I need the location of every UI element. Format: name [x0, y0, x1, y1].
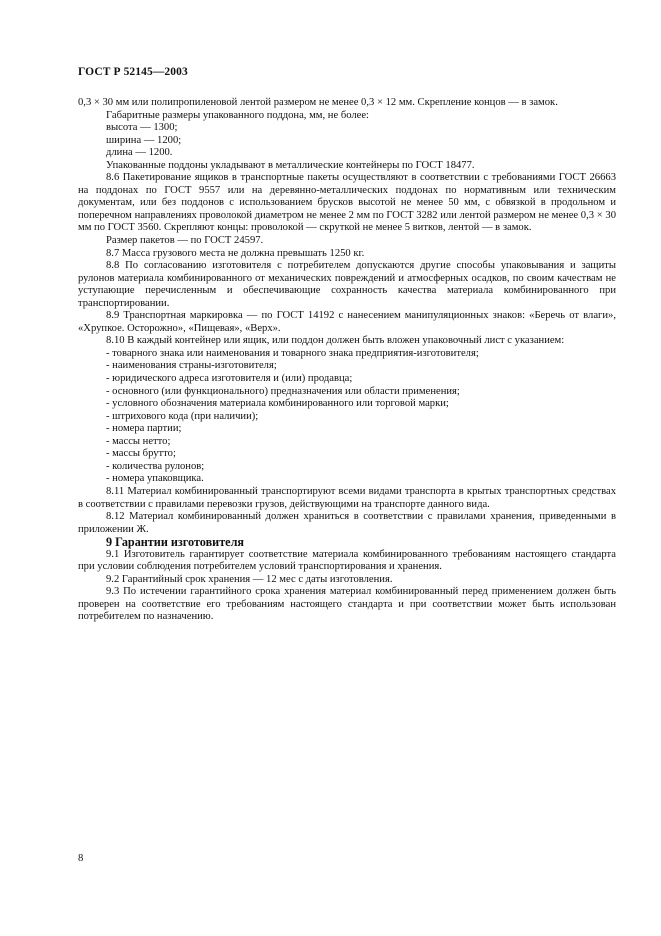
paragraph-8-12: 8.12 Материал комбинированный должен храниться в соответствии с правилами хранения, приведенными в приложении Ж.: [78, 511, 616, 535]
list-item: - штрихового кода (при наличии);: [106, 410, 259, 422]
list-item: - массы брутто;: [106, 448, 176, 460]
paragraph-8-10: 8.10 В каждый контейнер или ящик, или поддон должен быть вложен упаковочный лист с указанием:: [106, 335, 565, 347]
paragraph-8-11: 8.11 Материал комбинированный транспортируют всеми видами транспорта в крытых транспортных средствах в соответствии с правилами перевозки грузов, действующими на транспорте данного вида.: [78, 485, 616, 510]
list-item: - юридического адреса изготовителя и (или) продавца;: [106, 373, 353, 385]
gabarit-height: высота — 1300;: [106, 122, 178, 134]
gabarit-width: ширина — 1200;: [106, 134, 182, 146]
list-item: - наименования страны-изготовителя;: [106, 360, 277, 372]
list-item: - количества рулонов;: [106, 460, 205, 472]
list-item: - основного (или функционального) предназначения или области применения;: [106, 385, 460, 397]
paragraph-9-1: 9.1 Изготовитель гарантирует соответствие материала комбинированного требованиям настоящего стандарта при условии соблюдения потребителем условий транспортирования и хранения.: [78, 548, 616, 573]
gabarit-title: Габаритные размеры упакованного поддона, мм, не более:: [106, 109, 370, 121]
document-body: [78, 97, 616, 624]
paragraph-9-3: 9.3 По истечении гарантийного срока хранения материал комбинированный перед применением должен быть проверен на соответствие его требованиям настоящего стандарта и при соответствии может быть использован потребителем по назначению.: [78, 586, 616, 623]
list-item: - номера упаковщика.: [106, 473, 204, 485]
list-item: - массы нетто;: [106, 435, 171, 447]
gabarit-length: длина — 1200.: [106, 147, 173, 159]
paragraph: 0,3 × 30 мм или полипропиленовой лентой размером не менее 0,3 × 12 мм. Скрепление концов — в замок.: [78, 97, 558, 108]
list-item: - условного обозначения материала комбинированного или торговой марки;: [106, 398, 449, 410]
page-number: 8: [78, 853, 84, 864]
paragraph-8-7: 8.7 Масса грузового места не должна превышать 1250 кг.: [106, 247, 365, 259]
list-item: - номера партии;: [106, 423, 182, 435]
paragraph-8-9: 8.9 Транспортная маркировка — по ГОСТ 14192 с нанесением манипуляционных знаков: «Беречь от влаги», «Хрупкое. Осторожно», «Пищевая», «Верх».: [78, 310, 616, 334]
paragraph-9-2: 9.2 Гарантийный срок хранения — 12 мес с даты изготовления.: [106, 573, 393, 585]
section-heading: 9 Гарантии изготовителя: [106, 535, 245, 550]
paragraph: Упакованные поддоны укладывают в металлические контейнеры по ГОСТ 18477.: [106, 159, 475, 171]
paragraph-8-6: 8.6 Пакетирование ящиков в транспортные пакеты осуществляют в соответствии с требованиями ГОСТ 26663 на поддонах по ГОСТ 9557 или на деревянно-металлических поддонах по нормативным или техническим документам, или без поддонов с использованием брусков высотой не менее 50 мм, с обвязкой в продольном и поперечном направлениях проволокой диаметром не менее 2 мм по ГОСТ 3282 или лентой размером не менее 0,3 × 30 мм по ГОСТ 3560. Скрепляют концы: проволокой — скруткой не менее 5 витков, лентой — в замок.: [78, 172, 616, 234]
paragraph-8-8: 8.8 По согласованию изготовителя с потребителем допускаются другие способы упаковывания и защиты рулонов материала комбинированного от механических повреждений и атмосферных осадков, по своим качествам не уступающие перечисленным и обеспечивающие сохранность качества материала комбинированного при транспортировании.: [78, 260, 616, 309]
page-header: ГОСТ Р 52145—2003: [78, 66, 188, 78]
list-item: - товарного знака или наименования и товарного знака предприятия-изготовителя;: [106, 347, 479, 359]
paragraph: Размер пакетов — по ГОСТ 24597.: [106, 235, 264, 247]
